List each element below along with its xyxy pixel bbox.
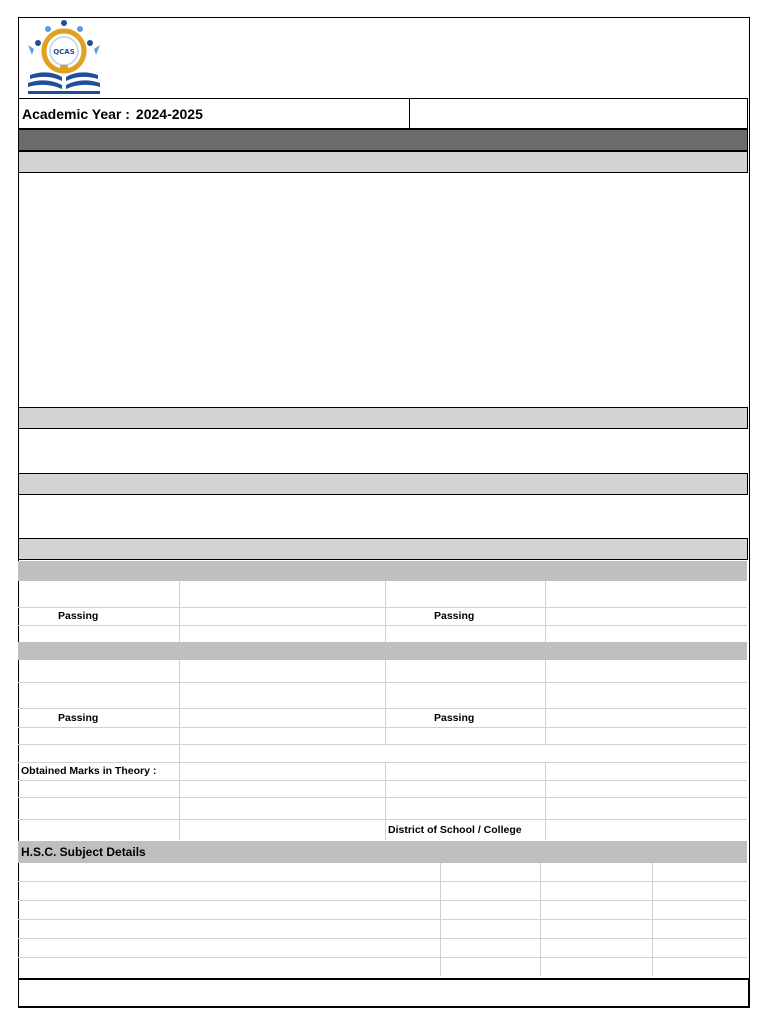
obtained-theory-label: Obtained Marks in Theory : bbox=[21, 765, 157, 777]
academic-year-value: 2024-2025 bbox=[135, 105, 203, 122]
passing-label: Passing bbox=[434, 712, 475, 724]
institution-logo-icon bbox=[24, 19, 104, 95]
passing-label: Passing bbox=[58, 712, 99, 724]
marks-block-1-header bbox=[18, 561, 747, 581]
academic-year-cell bbox=[18, 98, 410, 129]
hsc-subject-details-title: H.S.C. Subject Details bbox=[18, 841, 747, 863]
footer-row bbox=[18, 978, 749, 1007]
district-label: District of School / College bbox=[388, 824, 522, 836]
academic-year-label: Academic Year : bbox=[22, 105, 130, 122]
section-header-2 bbox=[18, 407, 748, 429]
section-header-3 bbox=[18, 473, 748, 495]
section-header-1 bbox=[18, 151, 748, 173]
logo-text: QCAS bbox=[53, 48, 75, 56]
marks-block-2-header bbox=[18, 642, 747, 660]
passing-label: Passing bbox=[434, 610, 475, 622]
institution-logo bbox=[24, 19, 104, 95]
academic-year-right-cell[interactable] bbox=[409, 98, 748, 129]
passing-label: Passing bbox=[58, 610, 99, 622]
section-header-dark bbox=[18, 129, 748, 151]
section-header-4 bbox=[18, 538, 748, 560]
